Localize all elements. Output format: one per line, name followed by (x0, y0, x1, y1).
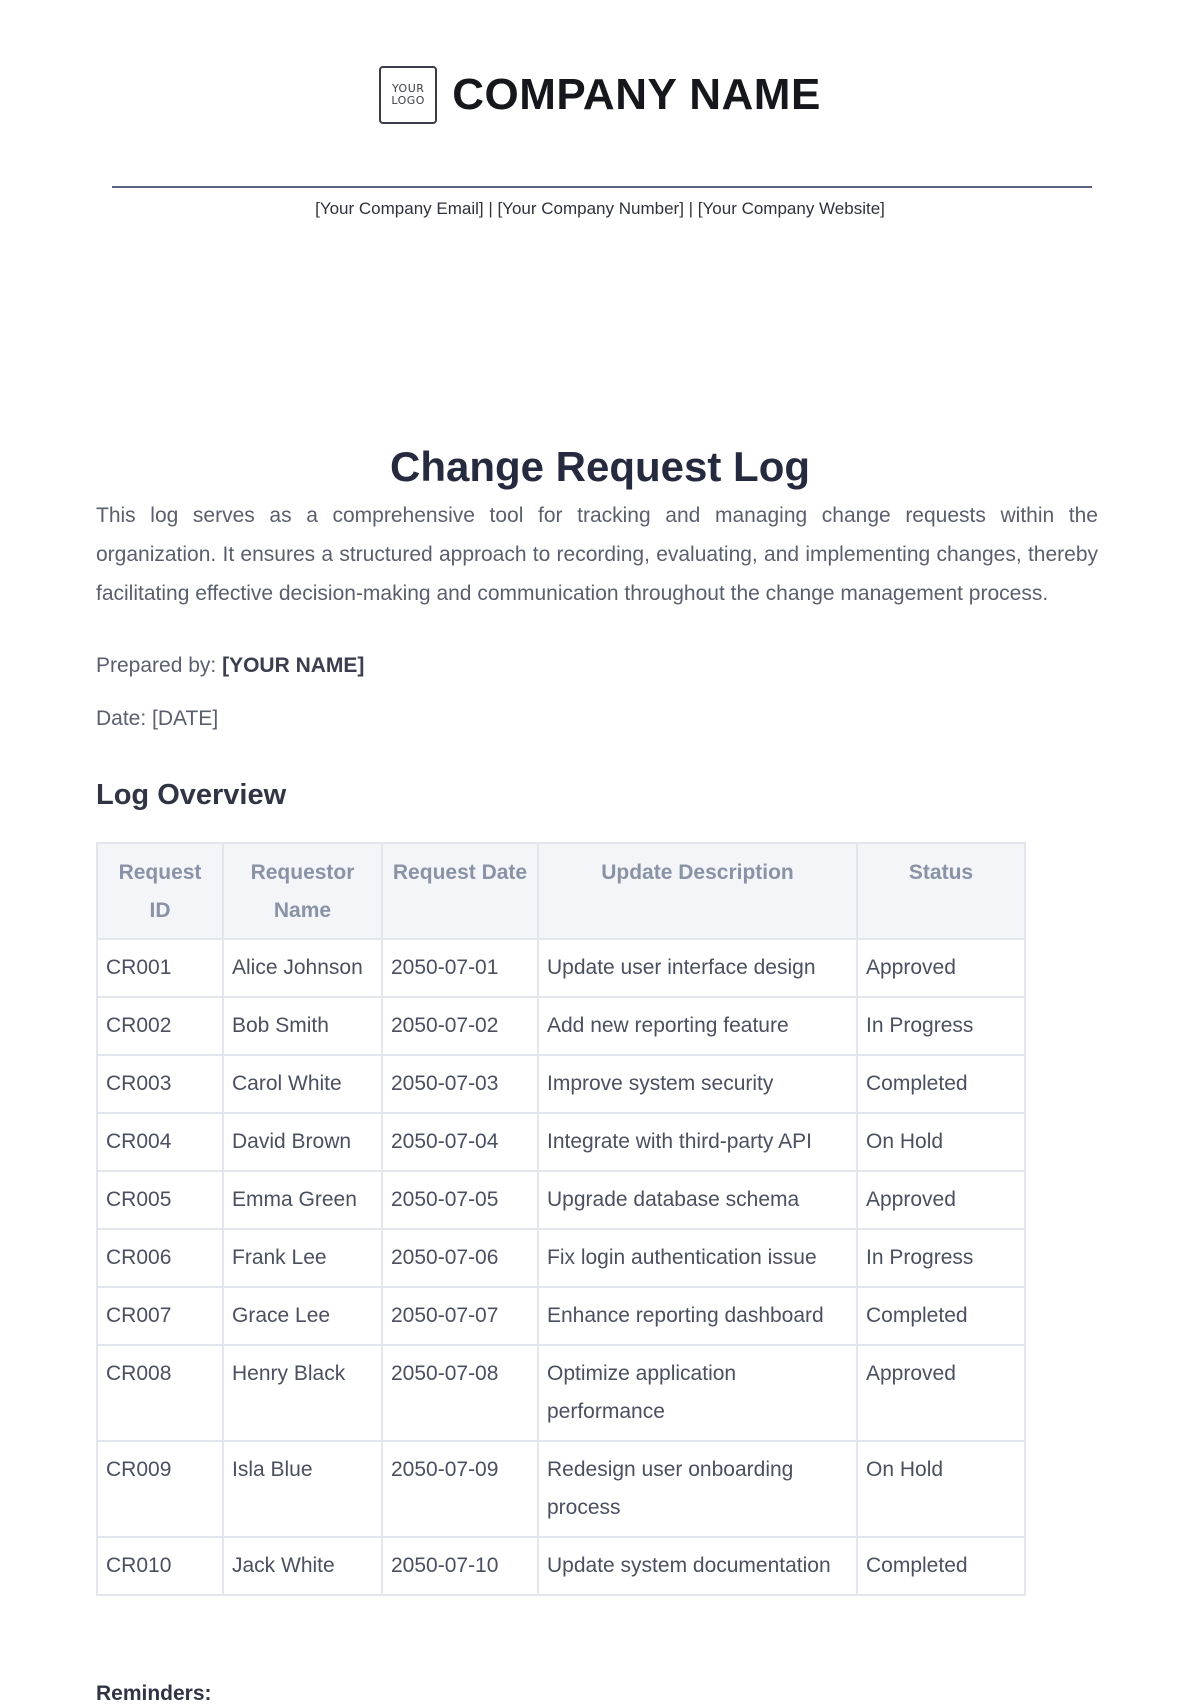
cell-update-description: Improve system security (538, 1055, 857, 1113)
prepared-by (96, 654, 364, 678)
cell-update-description: Enhance reporting dashboard (538, 1287, 857, 1345)
cell-requestor-name: Grace Lee (223, 1287, 382, 1345)
cell-requestor-name: Emma Green (223, 1171, 382, 1229)
cell-status: On Hold (857, 1441, 1025, 1537)
column-header-status: Status (857, 843, 1025, 939)
cell-request-id: CR004 (97, 1113, 223, 1171)
logo-text-line1: YOUR (391, 82, 425, 95)
prepared-by-label: Prepared by: (96, 654, 223, 677)
cell-status: In Progress (857, 997, 1025, 1055)
intro-paragraph: This log serves as a comprehensive tool for tracking and managing change requests within the organization. It ensures a structured approach to recording, evaluating, and implementing changes, thereby facilitating effective decision-making and communication throughout the change management process. (96, 504, 1098, 605)
cell-request-id: CR006 (97, 1229, 223, 1287)
cell-requestor-name: Bob Smith (223, 997, 382, 1055)
section-title-log-overview: Log Overview (96, 779, 287, 811)
table-row (97, 1113, 1025, 1171)
table-row (97, 1055, 1025, 1113)
cell-request-id: CR001 (97, 939, 223, 997)
cell-update-description: Redesign user onboarding process (538, 1441, 857, 1537)
company-contact-line: [Your Company Email] | [Your Company Number] | [Your Company Website] (315, 199, 885, 218)
cell-requestor-name: Alice Johnson (223, 939, 382, 997)
cell-status: Completed (857, 1287, 1025, 1345)
document-date (96, 707, 218, 731)
cell-status: In Progress (857, 1229, 1025, 1287)
cell-status: Approved (857, 1171, 1025, 1229)
cell-update-description: Update system documentation (538, 1537, 857, 1595)
table-header-row (97, 843, 1025, 939)
column-header-request-date: Request Date (382, 843, 538, 939)
cell-request-date: 2050-07-09 (382, 1441, 538, 1537)
company-logo (379, 66, 437, 124)
cell-requestor-name: David Brown (223, 1113, 382, 1171)
cell-request-id: CR002 (97, 997, 223, 1055)
document-title: Change Request Log (389, 443, 811, 490)
cell-request-date: 2050-07-07 (382, 1287, 538, 1345)
cell-requestor-name: Henry Black (223, 1345, 382, 1441)
cell-update-description: Integrate with third-party API (538, 1113, 857, 1171)
cell-update-description: Update user interface design (538, 939, 857, 997)
table-row (97, 1441, 1025, 1537)
header-divider (112, 186, 1092, 188)
reminders-heading: Reminders: (96, 1682, 212, 1705)
prepared-by-value: [YOUR NAME] (222, 654, 365, 677)
table-row (97, 939, 1025, 997)
cell-request-date: 2050-07-08 (382, 1345, 538, 1441)
cell-status: Approved (857, 1345, 1025, 1441)
cell-status: Completed (857, 1055, 1025, 1113)
table-row (97, 1345, 1025, 1441)
cell-requestor-name: Jack White (223, 1537, 382, 1595)
table-row (97, 1537, 1025, 1595)
cell-request-id: CR007 (97, 1287, 223, 1345)
cell-request-id: CR010 (97, 1537, 223, 1595)
company-name: COMPANY NAME (452, 70, 821, 119)
cell-update-description: Optimize application performance (538, 1345, 857, 1441)
cell-request-id: CR003 (97, 1055, 223, 1113)
cell-update-description: Upgrade database schema (538, 1171, 857, 1229)
table-row (97, 1229, 1025, 1287)
logo-text-line2: LOGO (391, 94, 425, 107)
cell-request-id: CR005 (97, 1171, 223, 1229)
cell-request-date: 2050-07-01 (382, 939, 538, 997)
table-row (97, 1287, 1025, 1345)
cell-update-description: Fix login authentication issue (538, 1229, 857, 1287)
cell-requestor-name: Frank Lee (223, 1229, 382, 1287)
table-row (97, 997, 1025, 1055)
cell-status: On Hold (857, 1113, 1025, 1171)
cell-request-id: CR008 (97, 1345, 223, 1441)
column-header-request-id: Request ID (97, 843, 223, 939)
cell-request-date: 2050-07-04 (382, 1113, 538, 1171)
cell-requestor-name: Carol White (223, 1055, 382, 1113)
table-row (97, 1171, 1025, 1229)
cell-status: Completed (857, 1537, 1025, 1595)
change-request-table (96, 842, 1026, 1596)
letterhead (0, 66, 1200, 124)
column-header-requestor-name: Requestor Name (223, 843, 382, 939)
cell-request-date: 2050-07-10 (382, 1537, 538, 1595)
column-header-update-description: Update Description (538, 843, 857, 939)
date-label: Date: (96, 707, 153, 730)
cell-request-date: 2050-07-06 (382, 1229, 538, 1287)
cell-request-date: 2050-07-05 (382, 1171, 538, 1229)
date-value: [DATE] (152, 707, 219, 730)
cell-request-date: 2050-07-02 (382, 997, 538, 1055)
cell-request-date: 2050-07-03 (382, 1055, 538, 1113)
cell-status: Approved (857, 939, 1025, 997)
cell-request-id: CR009 (97, 1441, 223, 1537)
cell-requestor-name: Isla Blue (223, 1441, 382, 1537)
cell-update-description: Add new reporting feature (538, 997, 857, 1055)
